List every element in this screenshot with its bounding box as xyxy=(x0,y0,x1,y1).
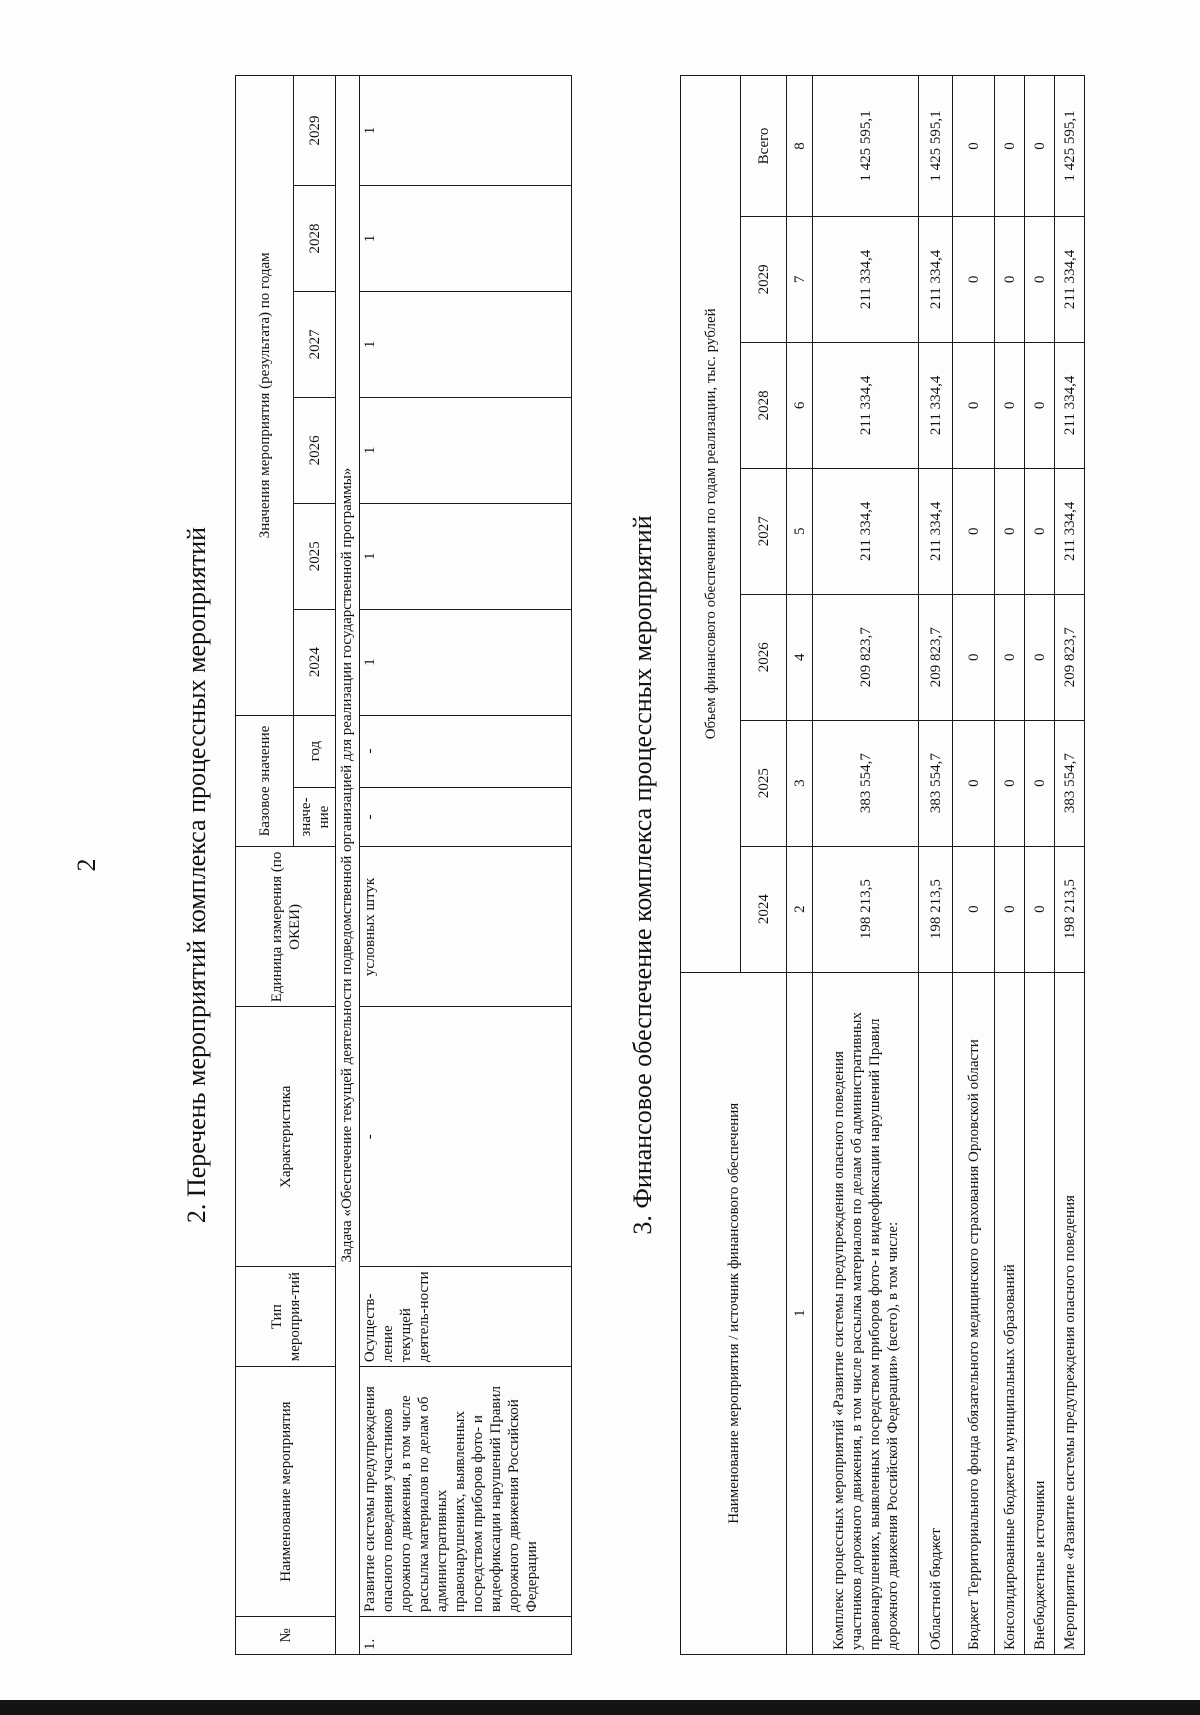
header-year: 2027 xyxy=(294,291,336,397)
header-year: 2029 xyxy=(294,76,336,186)
header-year: 2025 xyxy=(741,720,787,846)
financing-value: 0 xyxy=(953,594,995,720)
financing-value: 0 xyxy=(953,846,995,972)
header-financing-name: Наименование мероприятия / источник финансового обеспечения xyxy=(681,972,787,1654)
financing-value: 0 xyxy=(995,846,1025,972)
section-2-title: 2. Перечень мероприятий комплекса процессных мероприятий xyxy=(182,526,211,1224)
financing-value: 383 554,7 xyxy=(919,720,953,846)
financing-value: 211 334,4 xyxy=(1055,468,1085,594)
financing-row-name: Внебюджетные источники xyxy=(1025,972,1055,1654)
column-index: 2 xyxy=(787,846,813,972)
financing-total: 1 425 595,1 xyxy=(813,76,919,217)
header-total: Всего xyxy=(741,76,787,217)
financing-row-name: Бюджет Территориального фонда обязательного медицинского страхования Орловской области xyxy=(953,972,995,1654)
header-year: 2024 xyxy=(741,846,787,972)
activity-name: Развитие системы предупреждения опасного поведения участников дорожного движения, в том числе рассылка материалов по делам об административных правонарушениях, выявленных посредством приборов фото- и видеофиксации нарушений Правил дорожного движения Российской Федерации xyxy=(360,1367,572,1617)
header-year: 2028 xyxy=(294,186,336,292)
header-base-value-year: год xyxy=(294,715,336,787)
base-year: - xyxy=(360,715,572,787)
financing-row-name: Консолидированные бюджеты муниципальных образований xyxy=(995,972,1025,1654)
financing-value: 383 554,7 xyxy=(813,720,919,846)
table-row xyxy=(1025,76,1055,1655)
header-characteristic: Характеристика xyxy=(236,1007,336,1267)
task-row: Задача «Обеспечение текущей деятельности подведомственной организацией для реализации государственной программы» xyxy=(336,76,360,1655)
financing-value: 0 xyxy=(995,342,1025,468)
table-row xyxy=(360,76,572,1655)
year-value: 1 xyxy=(360,397,572,503)
year-value: 1 xyxy=(360,186,572,292)
financing-value: 0 xyxy=(953,216,995,342)
financing-value: 0 xyxy=(953,342,995,468)
base-value: - xyxy=(360,787,572,847)
header-year: 2028 xyxy=(741,342,787,468)
financing-row-name: Областной бюджет xyxy=(919,972,953,1654)
financing-value: 211 334,4 xyxy=(813,468,919,594)
table-row xyxy=(919,76,953,1655)
header-base-value-value: значе-ние xyxy=(294,787,336,847)
financing-value: 0 xyxy=(995,720,1025,846)
activity-unit: условных штук xyxy=(360,847,572,1007)
column-index: 8 xyxy=(787,76,813,217)
header-values-by-year: Значения мероприятия (результата) по годам xyxy=(236,76,294,716)
activity-characteristic: - xyxy=(360,1007,572,1267)
financing-value: 211 334,4 xyxy=(1055,216,1085,342)
financing-value: 0 xyxy=(1025,846,1055,972)
financing-value: 209 823,7 xyxy=(1055,594,1085,720)
header-year: 2026 xyxy=(294,397,336,503)
financing-value: 0 xyxy=(1025,342,1055,468)
financing-value: 198 213,5 xyxy=(813,846,919,972)
header-no: № xyxy=(236,1617,336,1655)
header-year: 2024 xyxy=(294,609,336,715)
financing-value: 211 334,4 xyxy=(813,342,919,468)
year-value: 1 xyxy=(360,76,572,186)
financing-row-name: Мероприятие «Развитие системы предупреждения опасного поведения xyxy=(1055,972,1085,1654)
financing-value: 211 334,4 xyxy=(919,468,953,594)
row-number: 1. xyxy=(360,1617,572,1655)
financing-value: 0 xyxy=(1025,468,1055,594)
column-index: 6 xyxy=(787,342,813,468)
financing-value: 211 334,4 xyxy=(919,216,953,342)
header-financing-volume: Объем финансового обеспечения по годам реализации, тыс. рублей xyxy=(681,76,741,973)
header-activity-name: Наименование мероприятия xyxy=(236,1367,336,1617)
year-value: 1 xyxy=(360,291,572,397)
financing-total: 1 425 595,1 xyxy=(1055,76,1085,217)
financing-value: 198 213,5 xyxy=(1055,846,1085,972)
financing-total: 0 xyxy=(1025,76,1055,217)
activities-table xyxy=(235,75,572,1655)
page-number: 2 xyxy=(72,858,101,872)
financing-value: 209 823,7 xyxy=(919,594,953,720)
table-row xyxy=(1055,76,1085,1655)
financing-total: 0 xyxy=(953,76,995,217)
column-index: 3 xyxy=(787,720,813,846)
column-index: 4 xyxy=(787,594,813,720)
table-row xyxy=(813,76,919,1655)
financing-value: 0 xyxy=(995,594,1025,720)
column-index-row xyxy=(787,76,813,1655)
financing-value: 0 xyxy=(953,720,995,846)
header-year: 2027 xyxy=(741,468,787,594)
financing-value: 211 334,4 xyxy=(1055,342,1085,468)
financing-value: 0 xyxy=(1025,720,1055,846)
column-index: 7 xyxy=(787,216,813,342)
financing-value: 198 213,5 xyxy=(919,846,953,972)
financing-total: 1 425 595,1 xyxy=(919,76,953,217)
financing-table xyxy=(680,75,1085,1655)
table-row xyxy=(953,76,995,1655)
financing-row-name: Комплекс процессных мероприятий «Развитие системы предупреждения опасного поведения участников дорожного движения, в том числе рассылка материалов по делам об административных правонарушениях, выявленных посредством приборов фото- и видеофиксации нарушений Правил дорожного движения Российской Федерации» (всего), в том числе: xyxy=(813,972,919,1654)
header-year: 2026 xyxy=(741,594,787,720)
header-activity-type: Тип мероприя-тий xyxy=(236,1267,336,1367)
activity-type: Осуществ-ление текущей деятель-ности xyxy=(360,1267,572,1367)
financing-value: 383 554,7 xyxy=(1055,720,1085,846)
financing-total: 0 xyxy=(995,76,1025,217)
financing-value: 0 xyxy=(995,216,1025,342)
header-unit: Единица измерения (по ОКЕИ) xyxy=(236,847,336,1007)
section-3-title: 3. Финансовое обеспечение комплекса процессных мероприятий xyxy=(628,515,657,1235)
column-index: 5 xyxy=(787,468,813,594)
scan-bottom-edge xyxy=(0,1700,1200,1715)
financing-value: 209 823,7 xyxy=(813,594,919,720)
financing-value: 0 xyxy=(1025,594,1055,720)
year-value: 1 xyxy=(360,503,572,609)
column-index: 1 xyxy=(787,972,813,1654)
header-base-value: Базовое значение xyxy=(236,715,294,847)
year-value: 1 xyxy=(360,609,572,715)
financing-value: 0 xyxy=(1025,216,1055,342)
header-year: 2025 xyxy=(294,503,336,609)
table-row xyxy=(995,76,1025,1655)
header-year: 2029 xyxy=(741,216,787,342)
financing-value: 211 334,4 xyxy=(813,216,919,342)
financing-value: 211 334,4 xyxy=(919,342,953,468)
financing-value: 0 xyxy=(995,468,1025,594)
financing-value: 0 xyxy=(953,468,995,594)
